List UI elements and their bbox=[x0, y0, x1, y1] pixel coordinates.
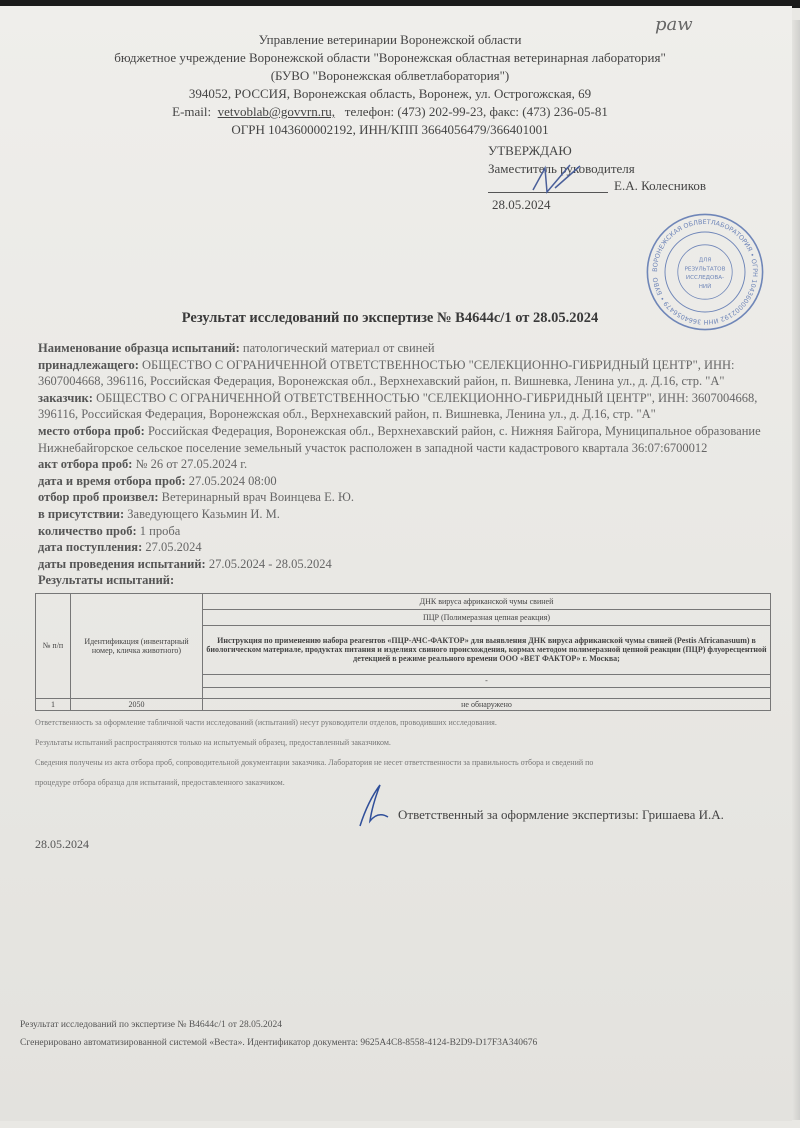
approve-label: УТВЕРЖДАЮ bbox=[488, 143, 572, 158]
approver-position: Заместитель руководителя bbox=[488, 161, 635, 176]
handwritten-note: рaw bbox=[655, 14, 693, 35]
table-row bbox=[36, 698, 771, 710]
field-sampling-place: место отбора проб: Российская Федерация, Воронежская обл., Верхнехавский район, с. Нижняя Байгора, Муниципальное образование Нижнебайгорское сельское поселение земельный участок расположен в западной части кадастрового квартала 36:07:6700012 bbox=[38, 423, 761, 455]
row-num: 1 bbox=[36, 698, 71, 710]
approval-date: 28.05.2024 bbox=[492, 197, 551, 212]
approver-name: Е.А. Колесников bbox=[614, 178, 706, 193]
header-spacer bbox=[203, 687, 771, 698]
stamp-text: ИССЛЕДОВА- bbox=[685, 275, 725, 282]
stamp-text: НИЙ bbox=[698, 284, 712, 290]
note: Ответственность за оформление табличной части исследований (испытаний) несут руководители отделов, проводивших исследования. bbox=[35, 717, 497, 727]
header-line: Управление ветеринарии Воронежской области bbox=[258, 32, 522, 47]
header-norm: - bbox=[203, 674, 771, 687]
phones: телефон: (473) 202-99-23, факс: (473) 236-05-81 bbox=[344, 104, 608, 119]
field-in-presence: в присутствии: Заведующего Казьмин И. М. bbox=[38, 506, 280, 521]
results-table bbox=[35, 593, 771, 711]
header-line: (БУВО "Воронежская облветлаборатория") bbox=[270, 68, 510, 83]
header-line: бюджетное учреждение Воронежской области "Воронежская областная ветеринарная лаборатория" bbox=[114, 50, 666, 65]
field-test-dates: даты проведения испытаний: 27.05.2024 - 28.05.2024 bbox=[38, 556, 332, 571]
field-sample-name: Наименование образца испытаний: патологический материал от свиней bbox=[38, 341, 435, 355]
field-sampling-act: акт отбора проб: № 26 от 27.05.2024 г. bbox=[38, 457, 248, 472]
note: процедуре отбора образца для испытаний, предоставленного заказчиком. bbox=[35, 777, 285, 787]
document-body bbox=[35, 340, 771, 852]
header-indicator: ДНК вируса африканской чумы свиней bbox=[203, 593, 771, 609]
footer-line: Сгенерировано автоматизированной системой «Веста». Идентификатор документа: 9625A4C8-8558-4124-B2D9-D17F3A340676 bbox=[20, 1038, 538, 1048]
row-result: не обнаружено bbox=[203, 698, 771, 710]
bottom-date: 28.05.2024 bbox=[35, 836, 89, 851]
footer-line: Результат исследований по экспертизе № В4644с/1 от 28.05.2024 bbox=[20, 1020, 283, 1030]
header-num: № п/п bbox=[36, 593, 71, 698]
header-address: 394052, РОССИЯ, Воронежская область, Воронеж, ул. Острогожская, 69 bbox=[188, 86, 592, 101]
header-id: Идентификация (инвентарный номер, кличка животного) bbox=[71, 593, 203, 698]
header-contacts bbox=[0, 104, 780, 120]
page-shadow bbox=[792, 20, 800, 1120]
responsible-row bbox=[35, 799, 771, 833]
row-id: 2050 bbox=[71, 698, 203, 710]
official-stamp bbox=[645, 212, 765, 332]
responsible-signature bbox=[350, 781, 395, 831]
field-sample-count: количество проб: 1 проба bbox=[38, 523, 181, 538]
sample-details bbox=[35, 340, 771, 589]
responsible-person: Ответственный за оформление экспертизы: Гришаева И.А. bbox=[398, 806, 724, 822]
approver-signature bbox=[525, 160, 595, 200]
notes bbox=[35, 713, 771, 793]
header-instruction: Инструкция по применению набора реагентов «ПЦР-АЧС-ФАКТОР» для выявления ДНК вируса африканской чумы свиней (Pestis Africanasuum) в биологическом материале, продуктах питания и изделиях свиного происхождения, кормах методом полимеразной цепной реакции (ПЦР) флуоресцентной детекцией в режиме реального времени ООО «ВЕТ ФАКТОР» г. Москва; bbox=[203, 625, 771, 674]
results-label: Результаты испытаний: bbox=[38, 573, 175, 588]
field-customer: заказчик: ОБЩЕСТВО С ОГРАНИЧЕННОЙ ОТВЕТСТВЕННОСТЬЮ "СЕЛЕКЦИОННО-ГИБРИДНЫЙ ЦЕНТР", ИНН: 3607004668, 396116, Российская Федерация, Воронежская обл., Верхнехавский район, п. Вишневка, Ленина ул., д. Д.16, стр. "А" bbox=[38, 390, 758, 422]
email-label: E-mail: bbox=[172, 104, 212, 119]
field-sampling-datetime: дата и время отбора проб: 27.05.2024 08:00 bbox=[38, 473, 277, 488]
note: Сведения получены из акта отбора проб, сопроводительной документации заказчика. Лаборатория не несет ответственности за правильность отбора и сведений по bbox=[35, 757, 594, 767]
email-link[interactable]: vetvoblab@govvrn.ru, bbox=[217, 104, 336, 119]
stamp-text: ДЛЯ bbox=[698, 257, 712, 264]
stamp-text: РЕЗУЛЬТАТОВ bbox=[684, 266, 726, 273]
document-title: Результат исследований по экспертизе № В4644с/1 от 28.05.2024 bbox=[181, 310, 599, 326]
field-owner: принадлежащего: ОБЩЕСТВО С ОГРАНИЧЕННОЙ ОТВЕТСТВЕННОСТЬЮ "СЕЛЕКЦИОННО-ГИБРИДНЫЙ ЦЕНТР", ИНН: 3607004668, 396116, Российская Федерация, Воронежская обл., Верхнехавский район, п. Вишневка, Ленина ул., д. Д.16, стр. "А" bbox=[38, 357, 735, 389]
note: Результаты испытаний распространяются только на испытуемый образец, предоставленный заказчиком. bbox=[35, 737, 391, 747]
header-ogrn: ОГРН 1043600002192, ИНН/КПП 3664056479/366401001 bbox=[231, 122, 549, 137]
stamp-ring-text: ВОРОНЕЖСКАЯ ОБЛВЕТЛАБОРАТОРИЯ • ОГРН 1043600002192 ИНН 3664056479 • БУВО bbox=[650, 217, 760, 327]
field-receipt-date: дата поступления: 27.05.2024 bbox=[38, 540, 202, 555]
field-sampled-by: отбор проб произвел: Ветеринарный врач Воинцева Е. Ю. bbox=[38, 490, 354, 505]
header-method: ПЦР (Полимеразная цепная реакция) bbox=[203, 609, 771, 625]
